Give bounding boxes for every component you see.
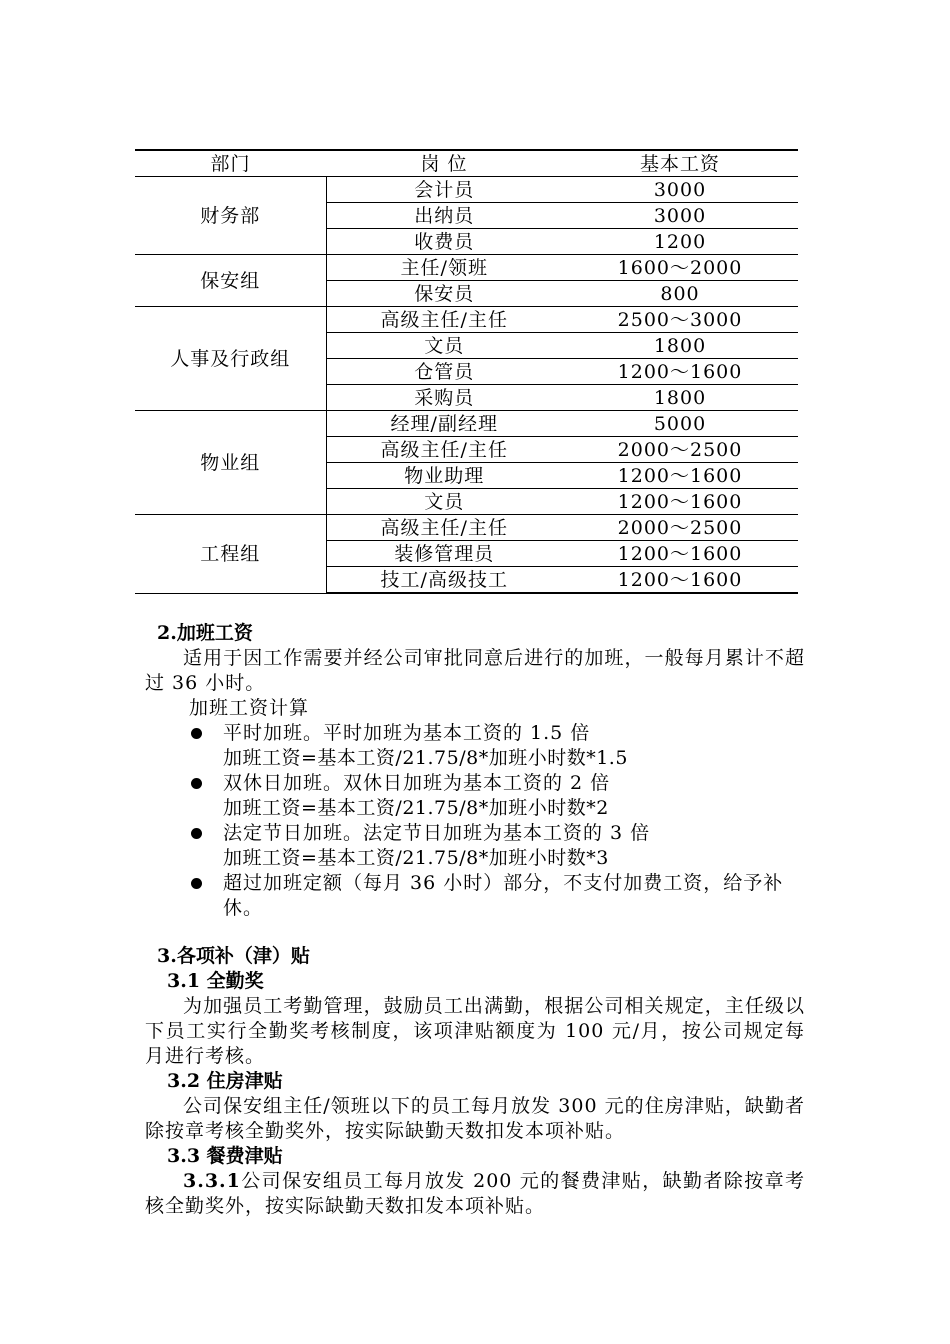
position-cell: 会计员: [326, 177, 562, 203]
position-cell: 物业助理: [326, 463, 562, 489]
attendance-heading: 3.1 全勤奖: [167, 970, 264, 992]
position-cell: 主任/领班: [326, 255, 562, 281]
department-cell: 财务部: [135, 177, 326, 255]
salary-cell: 1200～1600: [562, 567, 798, 594]
overtime-formula: 加班工资=基本工资/21.75/8*加班小时数*2: [223, 797, 609, 819]
department-cell: 人事及行政组: [135, 307, 326, 411]
list-item: [145, 721, 805, 771]
position-cell: 采购员: [326, 385, 562, 411]
salary-cell: 1200～1600: [562, 359, 798, 385]
meal-heading: 3.3 餐费津贴: [167, 1145, 283, 1167]
housing-text: 公司保安组主任/领班以下的员工每月放发 300 元的住房津贴，缺勤者除按章考核全勤奖外，按实际缺勤天数扣发本项补贴。: [145, 1095, 805, 1142]
list-item: [145, 771, 805, 821]
overtime-heading: 2.加班工资: [157, 622, 253, 644]
bullet-text: 超过加班定额（每月 36 小时）部分，不支付加费工资，给予补休。: [223, 872, 784, 919]
table-row: [135, 515, 798, 541]
department-cell: 工程组: [135, 515, 326, 594]
bullet-dot-icon: [191, 728, 202, 739]
salary-cell: 800: [562, 281, 798, 307]
bullet-text: 法定节日加班。法定节日加班为基本工资的 3 倍: [223, 822, 651, 844]
position-cell: 保安员: [326, 281, 562, 307]
meal-text: 公司保安组员工每月放发 200 元的餐费津贴，缺勤者除按章考核全勤奖外，按实际缺勤天数扣发本项补贴。: [145, 1170, 805, 1217]
overtime-bullet-list: [145, 721, 805, 921]
salary-cell: 1200: [562, 229, 798, 255]
salary-cell: 1800: [562, 333, 798, 359]
department-cell: 保安组: [135, 255, 326, 307]
position-cell: 技工/高级技工: [326, 567, 562, 594]
position-cell: 高级主任/主任: [326, 437, 562, 463]
table-row: [135, 307, 798, 333]
salary-cell: 1200～1600: [562, 541, 798, 567]
header-position: 岗 位: [326, 150, 562, 177]
meal-paragraph: [145, 1169, 805, 1219]
salary-cell: 1200～1600: [562, 463, 798, 489]
meal-number: 3.3.1: [183, 1170, 241, 1192]
overtime-intro: 适用于因工作需要并经公司审批同意后进行的加班，一般每月累计不超过 36 小时。: [145, 647, 805, 694]
salary-cell: 2000～2500: [562, 437, 798, 463]
position-cell: 出纳员: [326, 203, 562, 229]
bullet-dot-icon: [191, 828, 202, 839]
overtime-calc-label: 加班工资计算: [189, 697, 310, 719]
position-cell: 高级主任/主任: [326, 515, 562, 541]
salary-cell: 3000: [562, 203, 798, 229]
overtime-formula: 加班工资=基本工资/21.75/8*加班小时数*3: [223, 847, 609, 869]
overtime-formula: 加班工资=基本工资/21.75/8*加班小时数*1.5: [223, 747, 628, 769]
position-cell: 经理/副经理: [326, 411, 562, 437]
table-header-row: [135, 150, 798, 177]
bullet-dot-icon: [191, 778, 202, 789]
bullet-text: 双休日加班。双休日加班为基本工资的 2 倍: [223, 772, 611, 794]
bullet-dot-icon: [191, 878, 202, 889]
header-department: 部门: [135, 150, 326, 177]
salary-cell: 1200～1600: [562, 489, 798, 515]
housing-heading: 3.2 住房津贴: [167, 1070, 283, 1092]
salary-table: [135, 149, 798, 594]
allowance-heading: 3.各项补（津）贴: [157, 945, 310, 967]
attendance-text: 为加强员工考勤管理，鼓励员工出满勤，根据公司相关规定，主任级以下员工实行全勤奖考核制度，该项津贴额度为 100 元/月，按公司规定每月进行考核。: [145, 995, 805, 1067]
bullet-text: 平时加班。平时加班为基本工资的 1.5 倍: [223, 722, 591, 744]
table-row: [135, 177, 798, 203]
salary-cell: 2500～3000: [562, 307, 798, 333]
overtime-section: [145, 621, 805, 921]
department-cell: 物业组: [135, 411, 326, 515]
position-cell: 仓管员: [326, 359, 562, 385]
position-cell: 文员: [326, 333, 562, 359]
position-cell: 装修管理员: [326, 541, 562, 567]
position-cell: 高级主任/主任: [326, 307, 562, 333]
list-item: [145, 871, 805, 921]
salary-cell: 1600～2000: [562, 255, 798, 281]
header-base-salary: 基本工资: [562, 150, 798, 177]
list-item: [145, 821, 805, 871]
allowance-section: [145, 944, 805, 1219]
salary-cell: 1800: [562, 385, 798, 411]
salary-cell: 3000: [562, 177, 798, 203]
table-row: [135, 255, 798, 281]
table-row: [135, 411, 798, 437]
salary-cell: 5000: [562, 411, 798, 437]
position-cell: 收费员: [326, 229, 562, 255]
salary-cell: 2000～2500: [562, 515, 798, 541]
position-cell: 文员: [326, 489, 562, 515]
